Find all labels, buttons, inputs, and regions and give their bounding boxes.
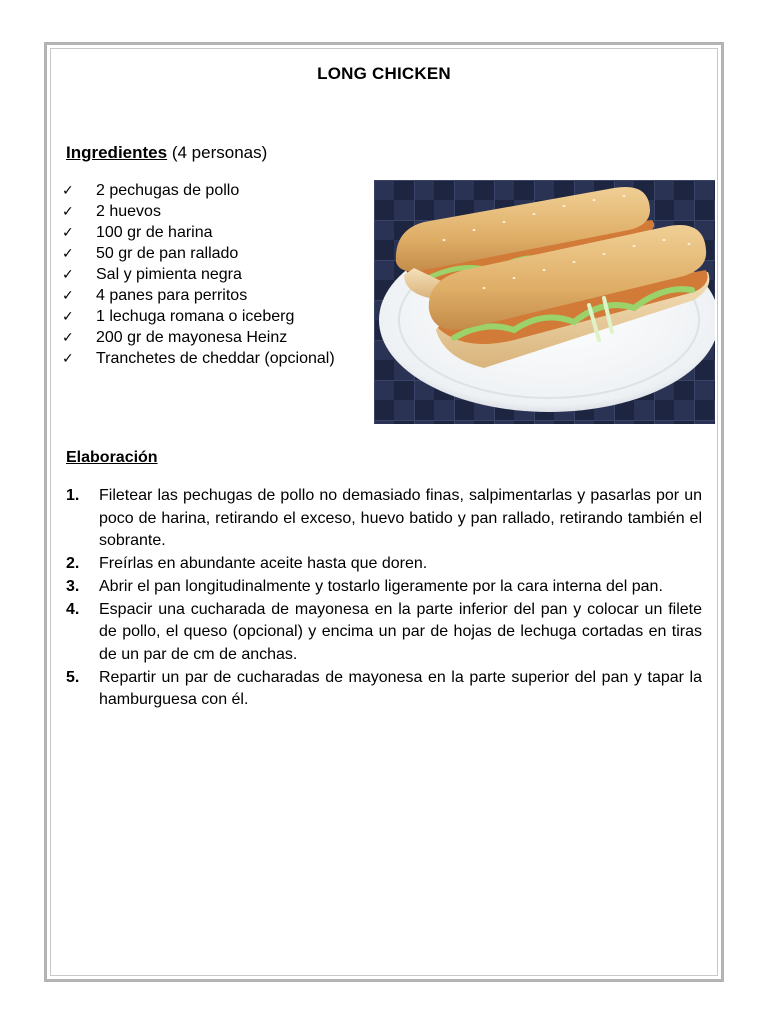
sandwich-photo xyxy=(374,180,715,424)
step-number: 1. xyxy=(66,487,80,504)
checkmark-icon: ✓ xyxy=(62,308,74,324)
checkmark-icon: ✓ xyxy=(62,203,74,219)
checkmark-icon: ✓ xyxy=(62,287,74,303)
ingredient-item xyxy=(62,348,335,369)
ingredient-item xyxy=(62,285,335,306)
step-number: 4. xyxy=(66,600,80,618)
step-item xyxy=(66,553,702,576)
ingredient-item xyxy=(62,264,335,285)
step-number: 3. xyxy=(66,577,80,595)
ingredient-text: 2 huevos xyxy=(96,203,161,220)
checkmark-icon: ✓ xyxy=(62,329,74,345)
ingredient-item xyxy=(62,243,335,264)
ingredient-text: 200 gr de mayonesa Heinz xyxy=(96,329,288,346)
checkmark-icon: ✓ xyxy=(62,266,74,282)
ingredients-heading-label: Ingredientes xyxy=(66,143,168,162)
step-item xyxy=(66,576,702,599)
step-text: Abrir el pan longitudinalmente y tostarlo ligeramente por la cara interna del pan. xyxy=(99,577,663,595)
step-text: Espacir una cucharada de mayonesa en la parte inferior del pan y colocar un filete de pollo, el queso (opcional) y encima un par de hojas de lechuga cortadas en tiras de un par de cm de anchas. xyxy=(99,600,702,663)
step-number: 2. xyxy=(66,555,80,573)
checkmark-icon: ✓ xyxy=(62,182,74,198)
ingredient-text: 100 gr de harina xyxy=(96,224,213,241)
step-item xyxy=(66,599,702,667)
step-item xyxy=(66,667,702,712)
ingredient-text: Sal y pimienta negra xyxy=(96,266,242,283)
long-chicken-sandwich-icon xyxy=(374,180,715,424)
ingredient-item xyxy=(62,306,335,327)
ingredients-heading xyxy=(66,143,267,163)
ingredient-item xyxy=(62,201,335,222)
document-title: LONG CHICKEN xyxy=(317,64,451,83)
method-steps xyxy=(66,485,702,712)
step-text: Freírlas en abundante aceite hasta que doren. xyxy=(99,555,428,573)
ingredient-item xyxy=(62,180,335,201)
step-text: Filetear las pechugas de pollo no demasiado finas, salpimentarlas y pasarlas por un poco de harina, retirando el exceso, huevo batido y pan rallado, retirando también el sobrante. xyxy=(99,487,702,550)
step-number: 5. xyxy=(66,668,80,686)
ingredient-text: 50 gr de pan rallado xyxy=(96,245,239,262)
ingredient-text: 2 pechugas de pollo xyxy=(96,182,240,199)
ingredient-text: Tranchetes de cheddar (opcional) xyxy=(96,350,335,367)
ingredient-item xyxy=(62,327,335,348)
ingredient-text: 4 panes para perritos xyxy=(96,287,248,304)
checkmark-icon: ✓ xyxy=(62,350,74,366)
ingredients-list xyxy=(62,180,335,369)
step-item xyxy=(66,485,702,553)
checkmark-icon: ✓ xyxy=(62,224,74,240)
method-heading: Elaboración xyxy=(66,449,158,466)
ingredient-text: 1 lechuga romana o iceberg xyxy=(96,308,295,325)
step-text: Repartir un par de cucharadas de mayonesa en la parte superior del pan y tapar la hamburguesa con él. xyxy=(99,668,702,709)
checkmark-icon: ✓ xyxy=(62,245,74,261)
ingredient-item xyxy=(62,222,335,243)
servings-label: (4 personas) xyxy=(171,143,268,162)
